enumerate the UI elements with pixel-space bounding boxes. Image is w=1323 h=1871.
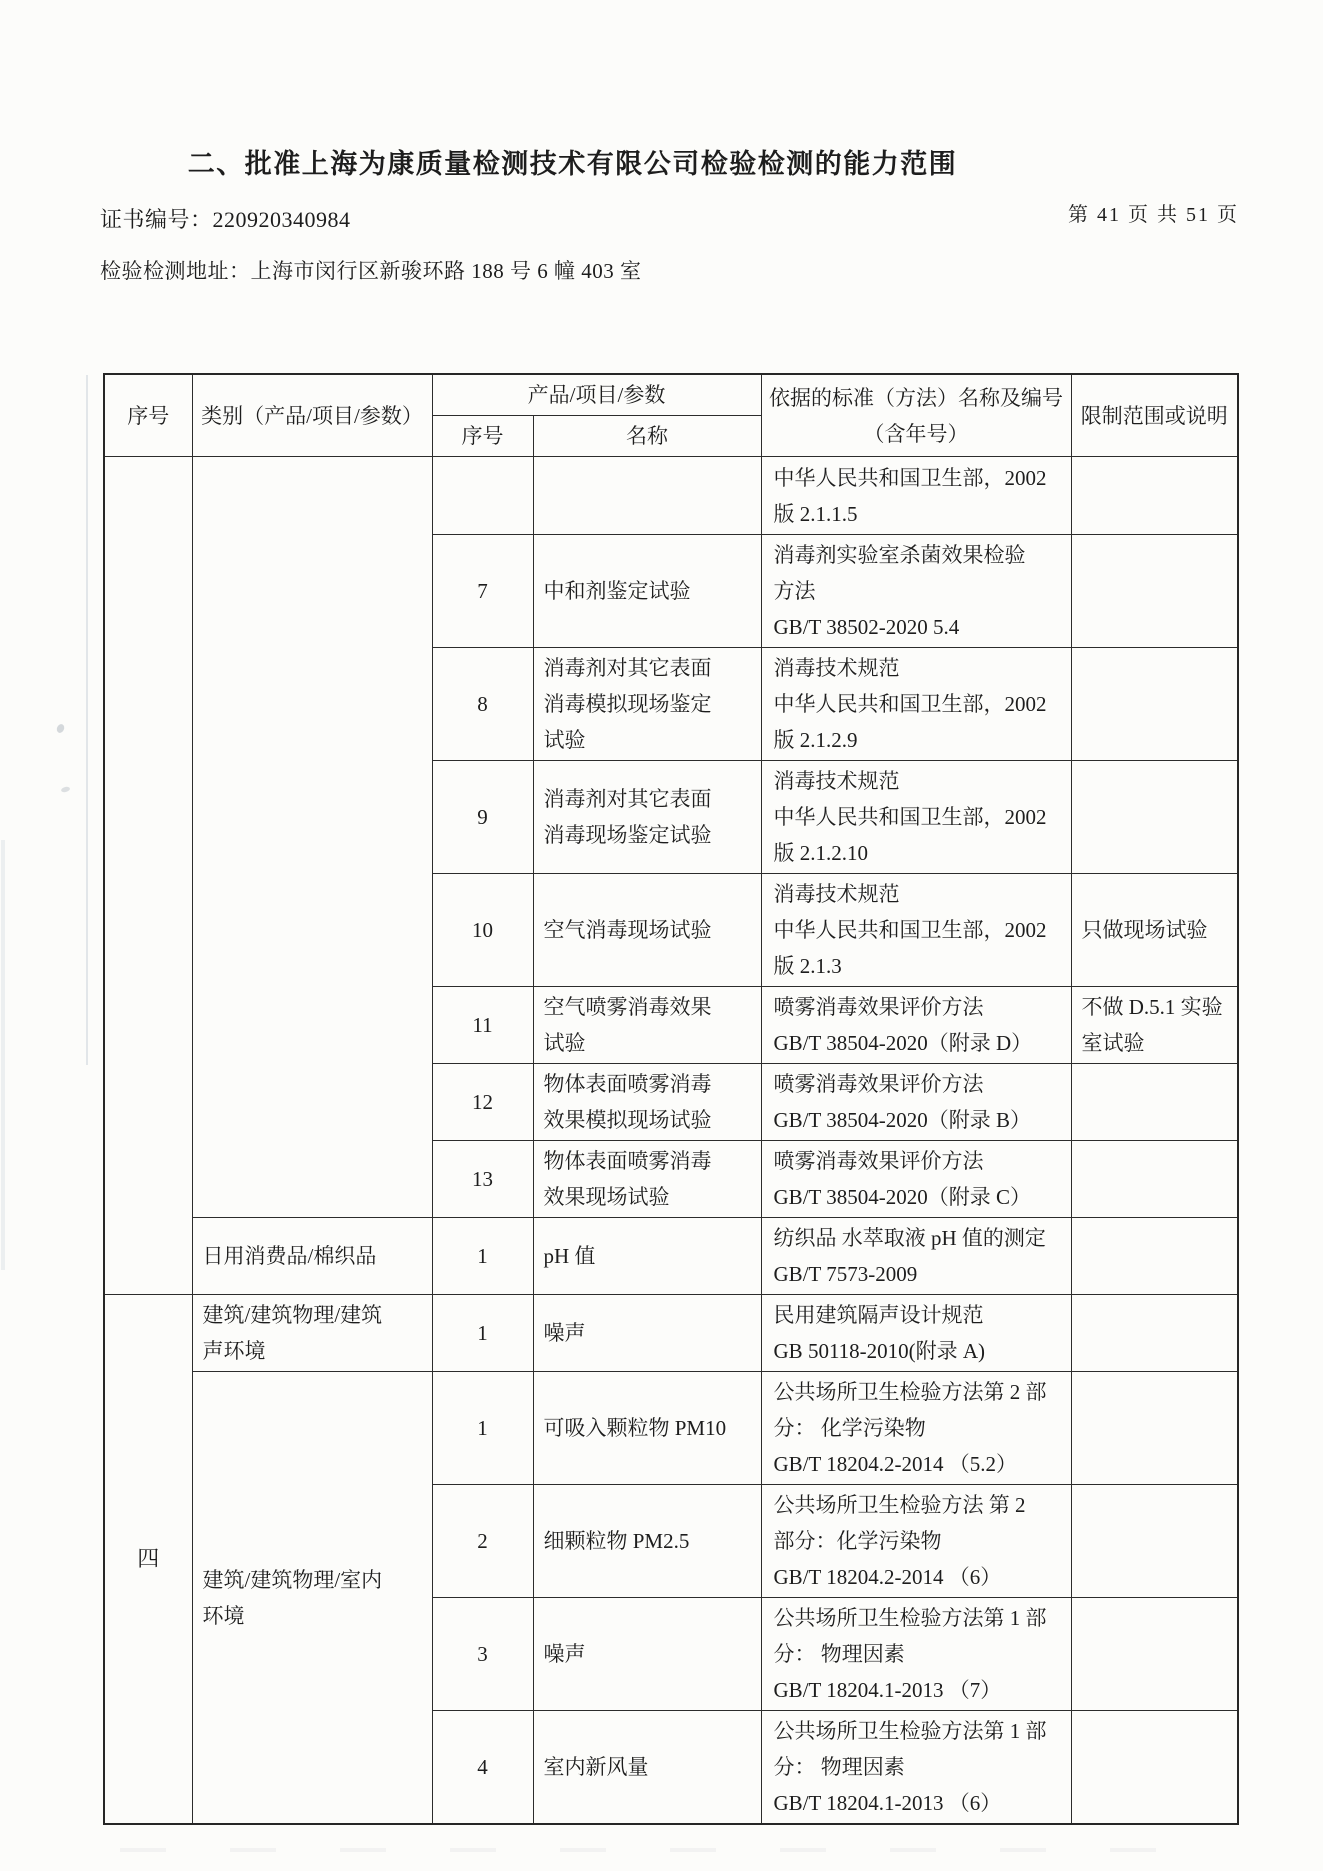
item-name-cell (533, 648, 761, 761)
scan-artifact-mark (55, 723, 65, 734)
category-line: 建筑/建筑物理/室内 (202, 1567, 383, 1592)
item-name-cell (533, 457, 761, 535)
scan-artifact-line (86, 375, 88, 1065)
header-standard: 依据的标准（方法）名称及编号（含年号） (761, 374, 1071, 457)
limit-cell (1071, 1295, 1238, 1372)
name-line: 消毒剂对其它表面 (543, 787, 712, 811)
standard-line: GB/T 38504-2020（附录 C） (773, 1185, 1031, 1209)
limit-cell (1071, 1218, 1238, 1295)
standard-cell (761, 761, 1071, 874)
page-indicator: 第 41 页 共 51 页 (1068, 204, 1239, 226)
standard-line: 部分：化学污染物 (773, 1529, 942, 1553)
table-header-row (104, 374, 1238, 416)
standard-line: GB/T 38504-2020（附录 B） (773, 1108, 1031, 1132)
limit-cell (1071, 1598, 1238, 1711)
table-row (104, 1372, 1238, 1485)
certificate-label: 证书编号： (100, 207, 213, 232)
standard-cell (761, 1485, 1071, 1598)
category-cell (192, 1295, 432, 1372)
standard-line: 方法 (773, 579, 816, 603)
limit-cell (1071, 457, 1238, 535)
category-cell (192, 457, 432, 1218)
standard-line: 分： 化学污染物 (773, 1416, 926, 1440)
header-limit: 限制范围或说明 (1071, 374, 1238, 457)
address-label: 检验检测地址： (100, 259, 251, 283)
item-name-cell (533, 1218, 761, 1295)
standard-line: 中华人民共和国卫生部，2002 (773, 805, 1047, 829)
certificate-number: 220920340984 (212, 207, 351, 232)
limit-cell (1071, 1711, 1238, 1825)
item-seq-cell: 11 (432, 987, 533, 1064)
standard-line: 民用建筑隔声设计规范 (773, 1303, 984, 1327)
item-seq-cell: 7 (432, 535, 533, 648)
name-line: 效果模拟现场试验 (543, 1108, 712, 1132)
scan-artifact-edge (1, 840, 5, 1270)
standard-line: 消毒技术规范 (773, 769, 900, 793)
standard-line: 喷雾消毒效果评价方法 (773, 1072, 984, 1096)
standard-line: 纺织品 水萃取液 pH 值的测定 (773, 1226, 1046, 1250)
limit-cell (1071, 648, 1238, 761)
item-name-cell (533, 535, 761, 648)
limit-cell (1071, 1485, 1238, 1598)
standard-line: 公共场所卫生检验方法第 1 部 (773, 1606, 1047, 1630)
address-value: 上海市闵行区新骏环路 188 号 6 幢 403 室 (250, 259, 642, 283)
certificate-line (100, 203, 351, 234)
standard-cell (761, 1064, 1071, 1141)
header-product: 产品/项目/参数 (432, 374, 761, 416)
standard-cell (761, 1295, 1071, 1372)
standard-cell (761, 987, 1071, 1064)
name-line: 可吸入颗粒物 PM10 (543, 1416, 727, 1440)
limit-cell (1071, 761, 1238, 874)
name-line: 物体表面喷雾消毒 (543, 1149, 712, 1173)
limit-line: 室试验 (1081, 1031, 1145, 1055)
page-title: 二、批准上海为康质量检测技术有限公司检验检测的能力范围 (187, 149, 958, 179)
limit-line: 只做现场试验 (1081, 918, 1208, 942)
item-seq-cell: 1 (432, 1372, 533, 1485)
standard-line: 版 2.1.2.9 (773, 728, 858, 752)
item-name-cell (533, 1141, 761, 1218)
standard-line: GB/T 38502-2020 5.4 (773, 615, 960, 639)
category-line: 日用消费品/棉织品 (202, 1244, 377, 1268)
standard-line: 喷雾消毒效果评价方法 (773, 995, 984, 1019)
limit-cell (1071, 987, 1238, 1064)
section-seq-cell: 四 (104, 1295, 192, 1825)
item-name-cell (533, 1711, 761, 1825)
name-line: 噪声 (543, 1321, 586, 1345)
name-line: 空气消毒现场试验 (543, 918, 712, 942)
name-line: 室内新风量 (543, 1755, 649, 1779)
standard-line: GB/T 7573-2009 (773, 1262, 918, 1286)
standard-cell (761, 1141, 1071, 1218)
standard-line: 版 2.1.1.5 (773, 501, 858, 526)
standard-line: 公共场所卫生检验方法第 1 部 (773, 1719, 1047, 1743)
standard-cell (761, 1372, 1071, 1485)
limit-line: 不做 D.5.1 实验 (1081, 995, 1223, 1019)
name-line: 消毒模拟现场鉴定 (543, 692, 712, 716)
limit-cell (1071, 874, 1238, 987)
standard-line: 中华人民共和国卫生部，2002 (773, 465, 1047, 490)
category-line: 声环境 (202, 1339, 266, 1363)
table-row (104, 1295, 1238, 1372)
standard-line: 分： 物理因素 (773, 1642, 905, 1666)
category-line: 环境 (202, 1603, 245, 1628)
standard-line: GB/T 18204.1-2013 （6） (773, 1791, 1002, 1815)
item-name-cell (533, 761, 761, 874)
standard-line: 公共场所卫生检验方法第 2 部 (773, 1380, 1047, 1404)
address-line (100, 255, 642, 285)
header-category: 类别（产品/项目/参数） (192, 374, 432, 457)
header-sub-name: 名称 (533, 416, 761, 457)
standard-line: 公共场所卫生检验方法 第 2 (773, 1493, 1026, 1517)
item-seq-cell: 4 (432, 1711, 533, 1825)
standard-line: 中华人民共和国卫生部，2002 (773, 692, 1047, 716)
category-cell (192, 1218, 432, 1295)
item-seq-cell: 9 (432, 761, 533, 874)
limit-cell (1071, 1372, 1238, 1485)
item-name-cell (533, 1295, 761, 1372)
item-name-cell (533, 1485, 761, 1598)
standard-cell (761, 1711, 1071, 1825)
capability-table (103, 373, 1239, 1825)
limit-cell (1071, 1064, 1238, 1141)
section-seq-cell (104, 457, 192, 1295)
limit-cell (1071, 535, 1238, 648)
item-seq-cell: 2 (432, 1485, 533, 1598)
header-seq: 序号 (104, 374, 192, 457)
item-seq-cell: 10 (432, 874, 533, 987)
name-line: pH 值 (543, 1244, 596, 1268)
standard-line: 消毒剂实验室杀菌效果检验 (773, 543, 1026, 567)
standard-cell (761, 648, 1071, 761)
name-line: 试验 (543, 728, 586, 752)
item-name-cell (533, 1064, 761, 1141)
standard-line: GB 50118-2010(附录 A) (773, 1339, 986, 1363)
standard-line: 消毒技术规范 (773, 656, 900, 680)
standard-line: 版 2.1.2.10 (773, 841, 869, 865)
table-row (104, 1218, 1238, 1295)
standard-cell (761, 1598, 1071, 1711)
standard-line: 版 2.1.3 (773, 954, 842, 978)
standard-line: 喷雾消毒效果评价方法 (773, 1149, 984, 1173)
item-name-cell (533, 987, 761, 1064)
item-seq-cell: 3 (432, 1598, 533, 1711)
standard-line: 中华人民共和国卫生部，2002 (773, 918, 1047, 942)
limit-cell (1071, 1141, 1238, 1218)
name-line: 细颗粒物 PM2.5 (543, 1529, 690, 1553)
standard-line: GB/T 18204.1-2013 （7） (773, 1678, 1002, 1702)
standard-cell (761, 535, 1071, 648)
table-row (104, 457, 1238, 535)
name-line: 效果现场试验 (543, 1185, 670, 1209)
name-line: 噪声 (543, 1642, 586, 1666)
item-seq-cell: 8 (432, 648, 533, 761)
name-line: 中和剂鉴定试验 (543, 579, 691, 603)
scan-artifact-smudge (120, 1848, 1200, 1852)
item-seq-cell: 12 (432, 1064, 533, 1141)
item-seq-cell (432, 457, 533, 535)
category-line: 建筑/建筑物理/建筑 (202, 1303, 383, 1327)
name-line: 空气喷雾消毒效果 (543, 995, 712, 1019)
standard-line: 分： 物理因素 (773, 1755, 905, 1779)
standard-line: GB/T 38504-2020（附录 D） (773, 1031, 1033, 1055)
standard-cell (761, 874, 1071, 987)
item-seq-cell: 13 (432, 1141, 533, 1218)
standard-line: GB/T 18204.2-2014 （5.2） (773, 1452, 1017, 1476)
name-line: 物体表面喷雾消毒 (543, 1072, 712, 1096)
header-sub-seq: 序号 (432, 416, 533, 457)
item-name-cell (533, 1598, 761, 1711)
standard-line: GB/T 18204.2-2014 （6） (773, 1565, 1002, 1589)
item-name-cell (533, 874, 761, 987)
item-seq-cell: 1 (432, 1295, 533, 1372)
item-seq-cell: 1 (432, 1218, 533, 1295)
standard-cell (761, 1218, 1071, 1295)
standard-line: 消毒技术规范 (773, 882, 900, 906)
item-name-cell (533, 1372, 761, 1485)
scan-artifact-mark (61, 786, 71, 793)
name-line: 试验 (543, 1031, 586, 1055)
category-cell (192, 1372, 432, 1825)
standard-cell (761, 457, 1071, 535)
name-line: 消毒剂对其它表面 (543, 656, 712, 680)
name-line: 消毒现场鉴定试验 (543, 823, 712, 847)
